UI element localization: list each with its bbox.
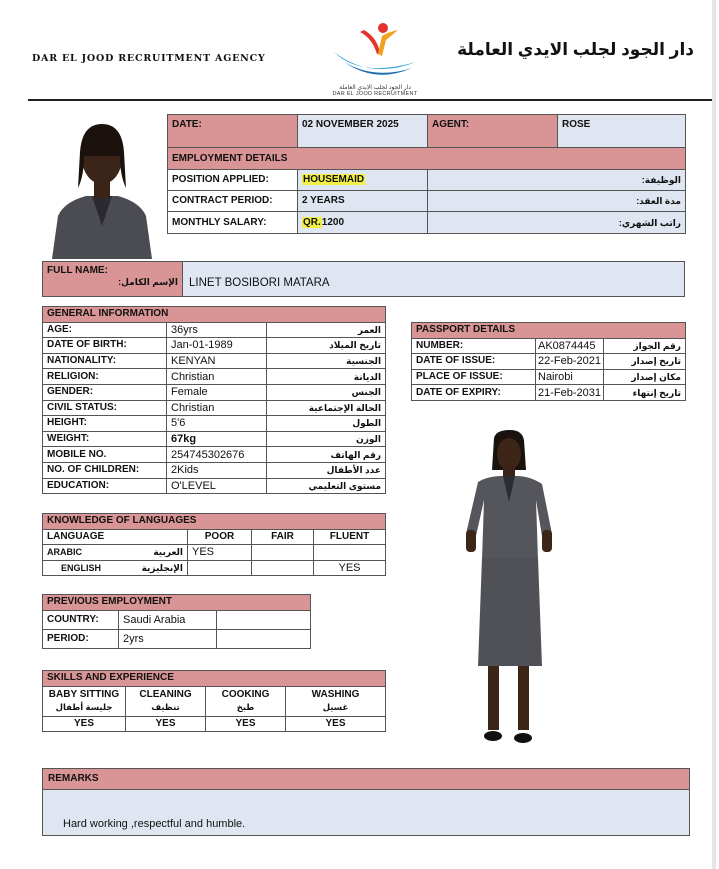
previous-period-label: PERIOD: [43,629,119,648]
passport-row-value: 21-Feb-2031 [536,385,604,401]
general-info-row [43,478,386,494]
position-value: HOUSEMAID [298,170,428,191]
passport-row [412,354,686,370]
remarks-text: Hard working ,respectful and humble. [63,818,246,830]
general-row-label: CIVIL STATUS: [43,400,167,416]
general-row-label-ar: عدد الأطفال [267,462,386,478]
contract-label: CONTRACT PERIOD: [168,191,298,212]
general-info-row [43,338,386,354]
contract-value: 2 YEARS [298,191,428,212]
skill-name-cell [126,686,206,716]
full-name-label-box [42,261,183,297]
general-row-label-ar: الطول [267,416,386,432]
general-row-label: HEIGHT: [43,416,167,432]
language-fair [252,560,314,576]
general-row-label: NATIONALITY: [43,353,167,369]
general-row-label: RELIGION: [43,369,167,385]
general-row-value: 2Kids [167,462,267,478]
right-edge-line [712,0,716,869]
previous-country-extra [217,610,311,629]
previous-employment-table [42,594,311,649]
remarks-header [42,768,690,790]
general-row-value: KENYAN [167,353,267,369]
logo-figure-icon [320,18,430,78]
general-info-row [43,384,386,400]
general-row-value: O'LEVEL [167,478,267,494]
general-row-value: Jan-01-1989 [167,338,267,354]
passport-row-label-ar: مكان إصدار [604,369,686,385]
passport-row-label: DATE OF EXPIRY: [412,385,536,401]
passport-row-label: DATE OF ISSUE: [412,354,536,370]
skill-name-cell [43,686,126,716]
position-label: POSITION APPLIED: [168,170,298,191]
general-info-row [43,322,386,338]
general-info-title: GENERAL INFORMATION [43,307,386,323]
full-name-value-box [183,261,685,297]
lang-col-fair: FAIR [252,529,314,545]
lang-col-language: LANGUAGE [43,529,188,545]
language-row [43,545,386,561]
general-row-label-ar: الحالة الإجتماعية [267,400,386,416]
header-divider [28,99,712,101]
general-row-label-ar: الجنس [267,384,386,400]
passport-title: PASSPORT DETAILS [412,323,686,339]
general-row-label-ar: مستوى التعليمي [267,478,386,494]
passport-row-label: PLACE OF ISSUE: [412,369,536,385]
passport-row [412,369,686,385]
general-row-label-ar: الجنسية [267,353,386,369]
language-name: ARABIC [47,547,82,558]
general-row-label: EDUCATION: [43,478,167,494]
general-row-value: 36yrs [167,322,267,338]
general-info-row [43,369,386,385]
passport-row [412,385,686,401]
general-row-label-ar: الوزن [267,431,386,447]
agent-label: AGENT: [428,115,558,148]
previous-country-value: Saudi Arabia [119,610,217,629]
date-value: 02 NOVEMBER 2025 [298,115,428,148]
language-fluent: YES [314,560,386,576]
full-name-label: FULL NAME: [47,265,108,276]
previous-period-value: 2yrs [119,629,217,648]
skill-name: WASHING [311,689,360,701]
applicant-headshot [42,116,162,259]
language-name-cell [43,545,188,561]
skill-name-ar: تنظيف [151,702,180,713]
languages-title: KNOWLEDGE OF LANGUAGES [43,514,386,530]
skill-value: YES [206,716,286,732]
salary-label-ar: راتب الشهري: [428,212,686,234]
general-row-label-ar: الديانة [267,369,386,385]
general-info-row [43,462,386,478]
skill-name-ar: جليسة أطفال [55,702,113,713]
general-row-value: 67kg [167,431,267,447]
general-info-table [42,306,386,494]
passport-row-label-ar: تاريخ إصدار [604,354,686,370]
full-name-label-ar: الإسم الكامل: [118,277,178,287]
skill-name-ar: طبخ [236,702,255,713]
skill-value: YES [126,716,206,732]
language-name-ar: الإنجليزية [141,563,183,574]
agency-name-en: DAR EL JOOD RECRUITMENT AGENCY [32,53,266,64]
logo-text-ar: دار الجود لجلب الايدي العاملة [339,85,411,91]
date-label: DATE: [168,115,298,148]
general-row-label: NO. OF CHILDREN: [43,462,167,478]
general-row-label-ar: رقم الهاتف [267,447,386,463]
skill-value: YES [43,716,126,732]
general-row-label-ar: العمر [267,322,386,338]
contract-label-ar: مدة العقد: [428,191,686,212]
remarks-title: REMARKS [48,773,99,784]
passport-row-value: 22-Feb-2021 [536,354,604,370]
general-info-row [43,431,386,447]
general-row-label: WEIGHT: [43,431,167,447]
general-info-row [43,400,386,416]
languages-table [42,513,386,576]
passport-row-value: AK0874445 [536,338,604,354]
salary-label: MONTHLY SALARY: [168,212,298,234]
lang-col-poor: POOR [188,529,252,545]
passport-row [412,338,686,354]
general-row-value: 5'6 [167,416,267,432]
salary-value: QR.1200 [298,212,428,234]
general-info-row [43,416,386,432]
passport-row-label-ar: تاريخ إنتهاء [604,385,686,401]
general-row-label: MOBILE NO. [43,447,167,463]
general-row-value: Christian [167,369,267,385]
passport-table [411,322,686,401]
full-name-value: LINET BOSIBORI MATARA [189,277,330,289]
language-name-cell [43,560,188,576]
position-label-ar: الوظيفة: [428,170,686,191]
language-poor [188,560,252,576]
general-row-label: DATE OF BIRTH: [43,338,167,354]
general-row-label-ar: تاريخ الميلاد [267,338,386,354]
employment-details-title: EMPLOYMENT DETAILS [168,148,686,170]
previous-employment-title: PREVIOUS EMPLOYMENT [43,595,311,611]
remarks-body [42,790,690,836]
language-row [43,560,386,576]
language-fair [252,545,314,561]
general-info-row [43,353,386,369]
agent-value: ROSE [558,115,686,148]
top-details-table [167,114,686,234]
general-row-value: 254745302676 [167,447,267,463]
previous-country-label: COUNTRY: [43,610,119,629]
language-fluent [314,545,386,561]
language-poor: YES [188,545,252,561]
agency-logo [320,18,430,96]
applicant-full-body-photo [458,430,558,750]
general-info-row [43,447,386,463]
skill-name: BABY SITTING [48,689,120,701]
passport-row-value: Nairobi [536,369,604,385]
skill-name: CLEANING [139,689,192,701]
skill-name-cell [286,686,386,716]
general-row-label: AGE: [43,322,167,338]
language-name-ar: العربية [153,547,183,558]
previous-period-extra [217,629,311,648]
agency-name-ar: دار الجود لجلب الايدي العاملة [457,40,694,59]
skill-name: COOKING [221,689,270,701]
skill-name-cell [206,686,286,716]
logo-text-en: DAR EL JOOD RECRUITMENT [332,91,418,97]
lang-col-fluent: FLUENT [314,529,386,545]
skill-value: YES [286,716,386,732]
general-row-value: Female [167,384,267,400]
passport-row-label: NUMBER: [412,338,536,354]
skills-table [42,670,386,732]
passport-row-label-ar: رقم الجواز [604,338,686,354]
general-row-label: GENDER: [43,384,167,400]
general-row-value: Christian [167,400,267,416]
skills-title: SKILLS AND EXPERIENCE [43,671,386,687]
skill-name-ar: غسيل [322,702,349,713]
language-name: ENGLISH [61,563,102,574]
